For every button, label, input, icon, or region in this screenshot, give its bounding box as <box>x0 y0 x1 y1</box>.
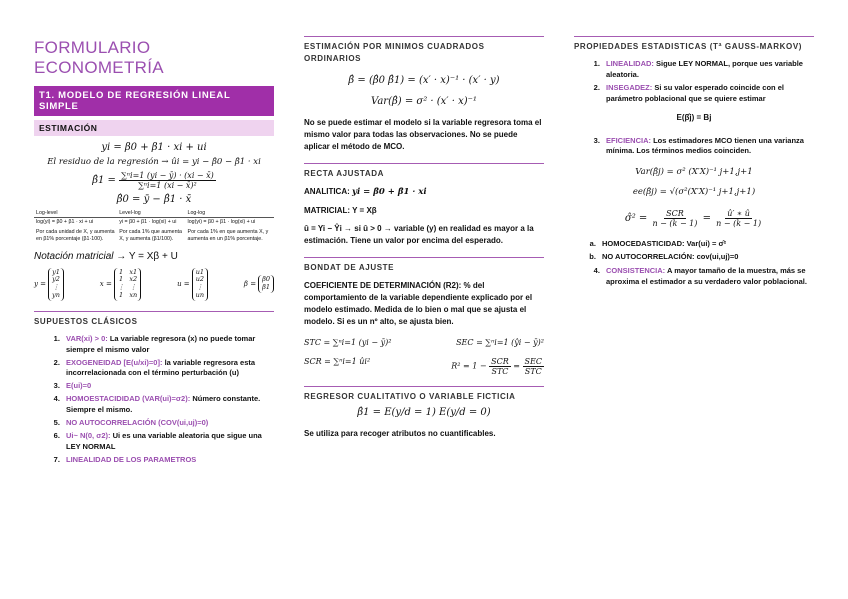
list-item <box>62 381 274 392</box>
table-header: Level-log <box>117 209 185 218</box>
table-cell: Por cada 1% que aumenta X, y aumenta (β1/100). <box>119 228 182 243</box>
fraction-denominator: STC <box>491 366 509 376</box>
item-text: La variable regresora (x) no puede tomar siempre el mismo valor <box>66 333 256 354</box>
fraction-denominator: n − (k − 1) <box>652 219 698 229</box>
supuestos-heading: SUPUESTOS CLÁSICOS <box>34 311 274 328</box>
item-text: Ui es una variable aleatoria que sigue una LEY NORMAL <box>66 430 262 451</box>
item-keyword: EXOGENEIDAD [E(u/xi)=0]: <box>66 357 163 367</box>
r2-lhs: R² = 1 − <box>451 361 487 371</box>
mco-paragraph: No se puede estimar el modelo si la variable regresora toma el mismo valor para todas las observaciones. No se puede aplicar el método de MCO. <box>304 118 542 151</box>
item-text: Sigue LEY NORMAL, porque ues variable aleatoria. <box>606 59 803 79</box>
column-2 <box>304 30 544 446</box>
chapter-heading: T1. MODELO DE REGRESIÓN LINEAL SIMPLE <box>34 86 274 116</box>
beta-entries <box>258 275 274 293</box>
vector-entry: yn <box>52 290 60 299</box>
y-vector <box>34 268 64 301</box>
ficticia-paragraph: Se utiliza para recoger atributos no cuantificables. <box>304 429 496 439</box>
recta-heading: RECTA AJUSTADA <box>304 163 544 180</box>
column-3 <box>574 30 814 294</box>
matrix-entry: x1 <box>129 267 138 276</box>
beta1-numerator: ∑ⁿi=1 (yi − ȳ) · (xi − x̄) <box>121 171 214 180</box>
supuestos-list <box>34 334 274 466</box>
sigma-fraction-b <box>714 209 763 228</box>
beta1-denominator: ∑ⁿi=1 (xi − x̄)² <box>138 181 197 191</box>
matrix-definitions <box>34 268 274 301</box>
table-cell: log(yi) = β0 + β1 · xi + ui <box>36 219 94 226</box>
u-label: u = <box>177 280 190 289</box>
list-item <box>62 455 274 466</box>
matricial-line <box>304 205 544 217</box>
vector-entry: β1 <box>262 283 270 292</box>
table-header: Log-log <box>186 209 274 218</box>
beta0-formula: β̂0 = ȳ − β̂1 · x̄ <box>116 194 192 206</box>
item-text: Los estimadores MCO tienen una varianza mínima. Los términos medios coinciden. <box>606 135 804 156</box>
u-vector <box>177 268 208 301</box>
propiedades-list <box>574 59 814 105</box>
item-keyword: LINEALIDAD: <box>606 59 654 68</box>
fraction-numerator: SEC <box>524 356 542 366</box>
list-item <box>62 394 274 416</box>
item-text: Si su valor esperado coincide con el parámetro poblacional que se quiere estimar <box>606 82 784 103</box>
sigma-fraction-a <box>650 209 699 228</box>
item-keyword: CONSISTENCIA: <box>606 266 666 276</box>
item-keyword: INSEGADEZ: <box>606 82 653 92</box>
analitica-line <box>304 186 544 199</box>
x-entries <box>114 268 141 301</box>
y-entries <box>48 268 64 301</box>
list-item <box>62 431 274 453</box>
matrix-notation <box>34 251 274 262</box>
list-item <box>602 266 814 288</box>
fraction-numerator: SCR <box>491 356 509 366</box>
r2-fraction-b <box>523 357 544 376</box>
column-1 <box>34 30 274 471</box>
list-item: a. HOMOCEDASTICIDAD: Var(ui) = σ̂² <box>598 239 814 250</box>
vector-entry: β0 <box>262 275 270 284</box>
stc-formula: STC = ∑ⁿi=1 (yi − ȳ)² <box>304 337 392 347</box>
mco-equation: β̂ = (β̂0 β̂1) = (x′ · x)⁻¹ · (x′ · y) <box>348 75 500 86</box>
sigma-equation: σ̂² = $\frac{\text{SCR}}{n - (k - 1)}$ = $\frac{û' ∗ û}{n - (k - 1)}$ <box>624 209 762 229</box>
table-cell: Por cada 1% en que aumenta X, y aumenta en un β1% porcentaje. <box>187 228 269 243</box>
matrix-entry: ⋮ <box>130 283 137 292</box>
functional-forms-table <box>34 209 274 244</box>
list-item <box>62 334 274 356</box>
document-title: FORMULARIO ECONOMETRÍA <box>34 38 164 77</box>
list-item <box>602 83 814 105</box>
fraction-numerator: û′ ∗ û <box>727 209 750 219</box>
fraction-numerator: SCR <box>666 209 684 219</box>
var-beta-equation: Var(β̂j) = σ² (X′X)⁻¹ j+1,j+1 <box>635 167 753 178</box>
expectation-equation: E(β̂j) = Bj <box>676 112 712 122</box>
list-item <box>602 59 814 81</box>
matrix-entry: 1 <box>119 290 124 299</box>
matrix-notation-eq: Y = Xβ + U <box>128 250 178 262</box>
matricial-formula: Y = Xβ <box>352 205 377 215</box>
u-entries <box>192 268 208 301</box>
beta-vector <box>244 275 274 293</box>
ficticia-equation: β̂1 = E(y/d = 1) E(y/d = 0) <box>357 407 491 419</box>
list-item <box>602 136 814 158</box>
vector-entry: y2 <box>52 275 60 284</box>
variance-equation: Var(β̂) = σ² · (x′ · x)⁻¹ <box>371 96 477 107</box>
sum-squares-row-1 <box>304 338 544 347</box>
bondad-heading: BONDAT DE AJUSTE <box>304 257 544 274</box>
eficiencia-list <box>574 136 814 158</box>
item-keyword: LINEALIDAD DE LOS PARAMETROS <box>66 454 197 464</box>
item-text: Número constante. Siempre el mismo. <box>66 394 261 415</box>
analitica-formula: yi = β̂0 + β̂1 · xi <box>352 187 427 197</box>
x-label: x = <box>99 280 112 289</box>
r2-fraction-a <box>489 357 511 376</box>
matrix-entry: xn <box>129 290 138 299</box>
sub-list <box>574 239 814 263</box>
r2-formula: R² = 1 − $\frac{\text{SCR}}{\text{STC}}$ = $\frac{\text{SEC}}{\text{STC}}$ <box>451 356 542 376</box>
table-header: Log-level <box>34 209 117 218</box>
sum-squares-row-2 <box>304 357 544 376</box>
matrix-notation-label: Notación matricial → <box>34 250 127 262</box>
se-beta-equation: ee(β̂j) = √(σ²(X′X)⁻¹ j+1,j+1) <box>632 187 756 198</box>
matrix-entry: ⋮ <box>117 283 125 292</box>
matrix-entry: x2 <box>129 275 138 284</box>
table-cell: Por cada unidad de X, y aumenta en β1% porcentaje (β1·100). <box>36 228 115 243</box>
beta1-formula <box>34 171 274 190</box>
matricial-label: MATRICIAL: <box>304 205 351 215</box>
item-keyword: NO AUTOCORRELACIÓN (COV(ui,uj)=0) <box>66 417 209 427</box>
beta1-fraction <box>119 171 216 190</box>
x-matrix <box>100 268 141 301</box>
item-keyword: EFICIENCIA: <box>606 135 651 145</box>
item-text: la variable regresora esta incorrelacionada con el término perturbación (u) <box>66 357 256 378</box>
residual-formula: ûi = yi − β̂0 − β̂1 · xi <box>171 157 261 167</box>
matrix-entry: 1 <box>119 275 124 284</box>
residual-equation <box>34 157 274 167</box>
bondad-paragraph: COEFICIENTE DE DETERMINACIÓN (R2): % del comportamiento de la variable dependiente explicado por el modelo estimado. Medida de lo bien o mal que se ajusta el modelo. Si es un nº alto, se ajusta bien. <box>304 280 533 326</box>
consistencia-list <box>574 266 814 288</box>
item-keyword: Ui~ N(0, σ2): <box>66 430 111 440</box>
item-keyword: E(ui)=0 <box>66 381 92 391</box>
beta1-lhs: β̂1 = <box>92 175 116 187</box>
mco-heading: ESTIMACIÓN POR MINIMOS CUADRADOS ORDINARIOS <box>304 36 544 65</box>
vector-entry: u1 <box>195 267 205 276</box>
y-label: y = <box>34 280 47 289</box>
item-keyword: VAR(xi) > 0: <box>66 333 108 343</box>
list-item: b. NO AUTOCORRELACIÓN: cov(ui,uj)=0 <box>598 252 814 263</box>
list-item <box>62 418 274 429</box>
beta-label: β = <box>243 280 257 289</box>
list-item <box>62 358 274 380</box>
estimacion-heading: ESTIMACIÓN <box>34 120 274 136</box>
table-cell: yi = β0 + β1 · log(xi) + ui <box>119 219 177 226</box>
vector-entry: un <box>195 290 205 299</box>
item-keyword: HOMOESTACIDIDAD (VAR(ui)=σ2): <box>66 394 191 404</box>
residual-label: El residuo de la regresión → <box>47 157 169 167</box>
matrix-entry: 1 <box>119 267 124 276</box>
vector-entry: u2 <box>195 275 205 284</box>
sec-formula: SEC = ∑ⁿi=1 (ŷi − ȳ)² <box>456 337 544 347</box>
table-cell: log(yi) = β0 + β1 · log(xi) + ui <box>187 219 256 226</box>
vector-entry: y1 <box>52 267 60 276</box>
vector-entry: ⋮ <box>196 283 204 292</box>
analitica-label: ANALITICA: <box>304 187 350 196</box>
propiedades-heading: PROPIEDADES ESTADISTICAS (Tª GAUSS-MARKOV) <box>574 36 814 53</box>
sigma-lhs: σ̂² = <box>624 213 648 225</box>
ficticia-heading: REGRESOR CUALITATIVO O VARIABLE FICTICIA <box>304 386 544 403</box>
fraction-denominator: STC <box>524 366 542 376</box>
model-equation: yi = β0 + β1 · xi + ui <box>101 142 207 153</box>
fraction-denominator: n − (k − 1) <box>716 219 762 229</box>
vector-entry: ⋮ <box>52 283 60 292</box>
recta-paragraph: û = Yi − Ŷi → si û > 0 → variable (y) en realidad es mayor a la estimación. Tiene un valor por encima del esperado. <box>304 223 534 245</box>
scr-formula: SCR = ∑ⁿi=1 ûi² <box>304 356 371 366</box>
item-text: A mayor tamaño de la muestra, más se aproxima el estimador a su verdadero valor poblacional. <box>606 266 807 287</box>
